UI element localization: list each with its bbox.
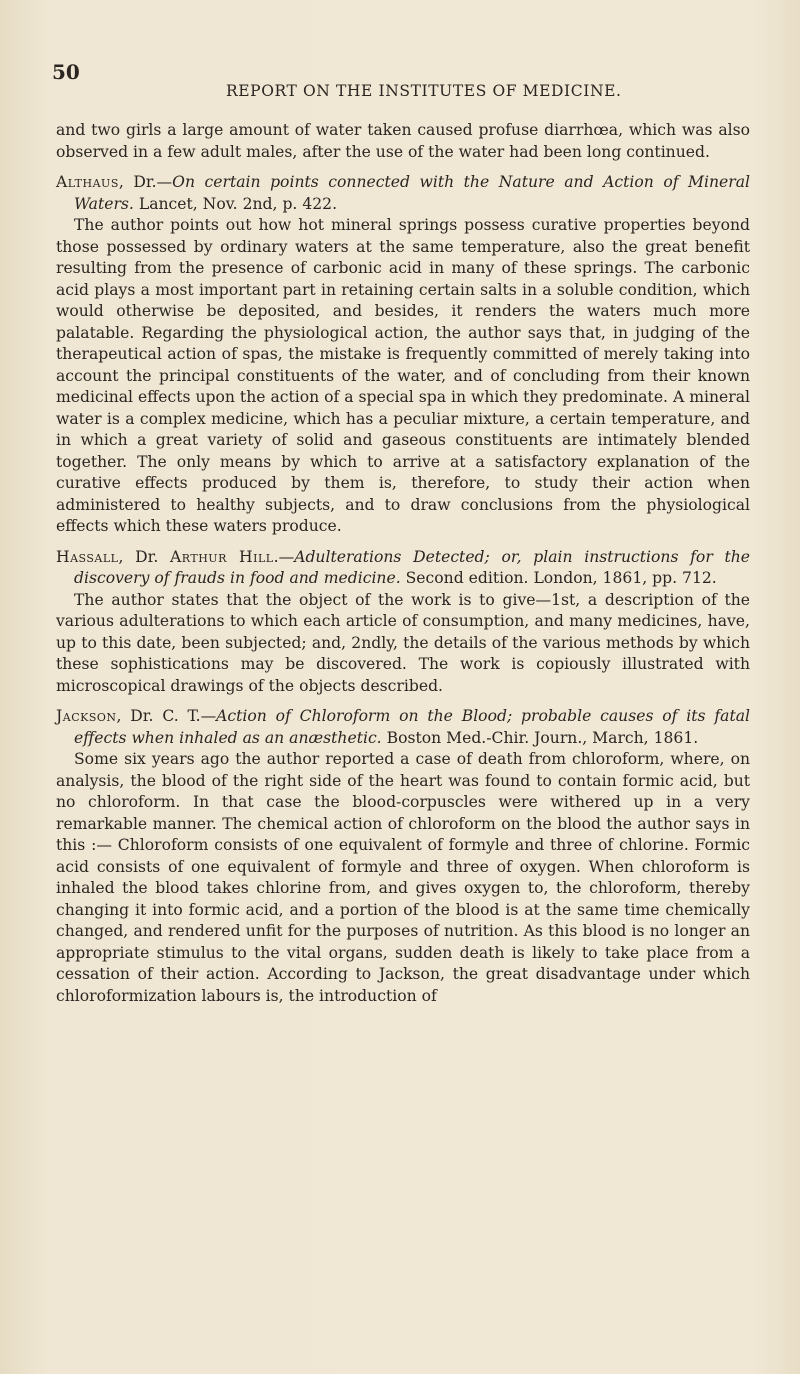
entry-summary: Some six years ago the author reported a case of death from chloroform, where, on analysis, the blood of the right side of the heart was found to contain formic acid, but no chloroform. In that case the blood-corpuscles were withered up in a very remarkable manner. The chemical action of chloroform on the blood the author says in this :— Chloroform consists of one equivalent of formyle and three of chlorine. Formic acid consists of one equivalent of formyle and three of oxygen. When chloroform is inhaled the blood takes chlorine from, and gives oxygen to, the chloroform, thereby changing it into formic acid, and a portion of the blood is at the same time chemically changed, and rendered unfit for the purposes of nutrition. As this blood is no longer an appropriate stimulus to the vital organs, sudden death is likely to take place from a cessation of their action. According to Jackson, the great disadvantage under which chloroformization labours is, the introduction of [56, 750, 750, 1005]
entry-heading [56, 706, 750, 749]
entry-summary: The author points out how hot mineral springs possess curative properties beyond those possessed by ordinary waters at the same temperature, also the great benefit resulting from the presence of carbonic acid in many of these springs. The carbonic acid plays a most important part in retaining certain salts in a soluble condition, which would otherwise be deposited, and besides, it renders the waters much more palatable. Regarding the physiological action, the author says that, in judging of the therapeutical action of spas, the mistake is frequently committed of merely taking into account the principal constituents of the water, and of concluding from their known medicinal effects upon the action of a special spa in which they predominate. A mineral water is a complex medicine, which has a peculiar mixture, a certain temperature, and in which a great variety of solid and gaseous constituents are intimately blended together. The only means by which to arrive at a satisfactory explanation of the curative effects produced by them is, therefore, to study their action when administered to healthy subjects, and to draw conclusions from the physiological effects which these waters produce. [56, 216, 750, 535]
entry-citation: Lancet, Nov. 2nd, p. 422. [133, 194, 338, 213]
entry-hassall [56, 547, 750, 698]
continuation-paragraph: and two girls a large amount of water taken caused profuse diarrhœa, which was also observed in a few adult males, after the use of the water had been long continued. [56, 121, 750, 161]
entry-author-suffix: , Dr. [118, 547, 171, 566]
entry-author: Althaus [56, 173, 119, 191]
entry-title: Action of Chloroform on the Blood; probable causes of its fatal effects when inhaled as an anæsthetic. [74, 707, 750, 747]
entry-title: Adulterations Detected; or, plain instructions for the discovery of frauds in food and medicine. [74, 547, 751, 587]
entry-author-suffix: , Dr. C. T.— [116, 707, 217, 725]
entry-althaus [56, 172, 750, 538]
running-header: REPORT ON THE INSTITUTES OF MEDICINE. [226, 82, 622, 100]
entry-author: Hassall [56, 547, 119, 566]
entry-heading [56, 547, 750, 590]
entry-title: On certain points connected with the Nature and Action of Mineral Waters. [74, 173, 750, 213]
page-number: 50 [52, 60, 80, 84]
entry-author-given-name: Arthur Hill [170, 547, 274, 566]
entry-citation: Second edition. London, 1861, pp. 712. [400, 569, 717, 587]
entry-author: Jackson [56, 707, 117, 725]
entry-jackson [56, 706, 750, 1007]
page-body [56, 120, 750, 1016]
entry-heading [56, 172, 750, 215]
entry-author-given-suffix: .— [273, 547, 295, 566]
entry-summary: The author states that the object of the work is to give—1st, a description of the various adulterations to which each article of consumption, and many medicines, have, up to this date, been subjected; and, 2ndly, the details of the various methods by which these sophistications may be discovered. The work is copiously illustrated with microscopical drawings of the objects described. [56, 590, 750, 695]
entry-author-suffix: , Dr.— [118, 173, 173, 191]
entry-citation: Boston Med.-Chir. Journ., March, 1861. [381, 728, 699, 747]
